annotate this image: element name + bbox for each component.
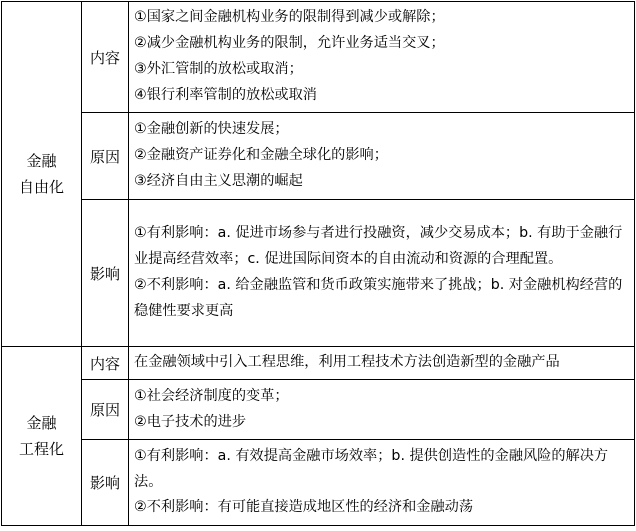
content-cell xyxy=(129,2,635,113)
table-row xyxy=(2,440,635,526)
list-item: ②不利影响：a. 给金融监管和货币政策实施带来了挑战；b. 对金融机构经营的稳健性要求更高 xyxy=(134,277,623,319)
topic-label-line: 工程化 xyxy=(18,440,64,458)
content-cell xyxy=(129,380,635,440)
topic-label-line: 金融 xyxy=(26,152,57,170)
table-row xyxy=(2,380,635,440)
list-item: ①有利影响：a. 促进市场参与者进行投融资，减少交易成本；b. 有助于金融行业提高经营效率；c. 促进国际间资本的自由流动和资源的合理配置。 xyxy=(134,225,623,268)
list-item: ②电子技术的进步 xyxy=(134,413,247,430)
table-row xyxy=(2,347,635,380)
list-item: ②减少金融机构业务的限制，允许业务适当交叉； xyxy=(134,35,445,52)
financial-comparison-table xyxy=(1,1,635,526)
topic-label-line: 自由化 xyxy=(18,178,64,196)
aspect-label: 原因 xyxy=(82,113,129,200)
topic-label-line: 金融 xyxy=(26,414,57,432)
aspect-label: 影响 xyxy=(82,200,129,347)
aspect-label: 内容 xyxy=(82,347,129,380)
content-cell xyxy=(129,440,635,526)
list-item: ①金融创新的快速发展； xyxy=(134,121,289,138)
topic-cell-liberalization xyxy=(2,2,82,347)
table-row xyxy=(2,113,635,200)
aspect-label: 内容 xyxy=(82,2,129,113)
content-cell xyxy=(129,200,635,347)
table-row xyxy=(2,200,635,347)
list-item: ①社会经济制度的变革； xyxy=(134,387,289,404)
list-item: ②不利影响：有可能直接造成地区性的经济和金融动荡 xyxy=(134,499,474,516)
list-item: ③外汇管制的放松或取消； xyxy=(134,61,303,77)
topic-cell-engineering xyxy=(2,347,82,526)
list-item: ④银行利率管制的放松或取消 xyxy=(134,86,317,103)
table-row xyxy=(2,2,635,113)
aspect-label: 影响 xyxy=(82,440,129,526)
aspect-label: 原因 xyxy=(82,380,129,440)
list-item: ②金融资产证券化和金融全球化的影响； xyxy=(134,147,388,164)
list-item: ①有利影响：a. 有效提高金融市场效率；b. 提供创造性的金融风险的解决方法。 xyxy=(134,447,609,490)
list-item: ①国家之间金融机构业务的限制得到减少或解除； xyxy=(134,9,445,26)
content-cell xyxy=(129,347,635,380)
content-cell xyxy=(129,113,635,200)
list-item: ③经济自由主义思潮的崛起 xyxy=(134,172,303,189)
list-item: 在金融领域中引入工程思维，利用工程技术方法创造新型的金融产品 xyxy=(134,354,560,371)
